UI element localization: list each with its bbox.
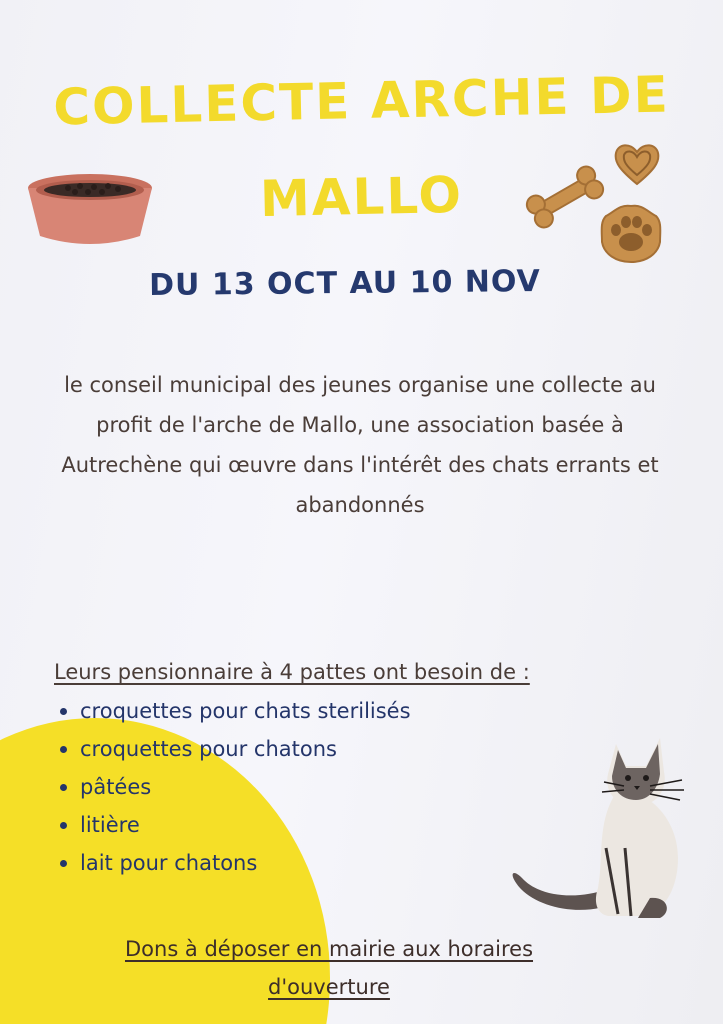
- list-item: litière: [80, 806, 411, 844]
- list-item: croquettes pour chatons: [80, 730, 411, 768]
- bone-treat-icon: [520, 165, 610, 230]
- list-item: pâtées: [80, 768, 411, 806]
- donation-note: Dons à déposer en mairie aux horaires d'ouverture: [124, 937, 534, 999]
- cat-illustration: [500, 728, 700, 928]
- paw-treat-icon: [598, 202, 664, 266]
- pet-food-bowl-icon: [20, 170, 160, 250]
- needs-heading: Leurs pensionnaire à 4 pattes ont besoin de :: [54, 660, 530, 684]
- list-item: croquettes pour chats sterilisés: [80, 692, 411, 730]
- heart-treat-icon: [612, 140, 662, 188]
- title-line-2: MALLO: [259, 165, 464, 229]
- needs-list: [80, 692, 411, 882]
- collection-dates: DU 13 OCT AU 10 NOV: [148, 263, 542, 304]
- title-line-1: COLLECTE ARCHE DE: [52, 65, 671, 137]
- intro-paragraph: le conseil municipal des jeunes organise une collecte au profit de l'arche de Mallo, une association basée à Autrechène qui œuvre dans l'intérêt des chats errants et abandonnés: [61, 373, 659, 517]
- list-item: lait pour chatons: [80, 844, 411, 882]
